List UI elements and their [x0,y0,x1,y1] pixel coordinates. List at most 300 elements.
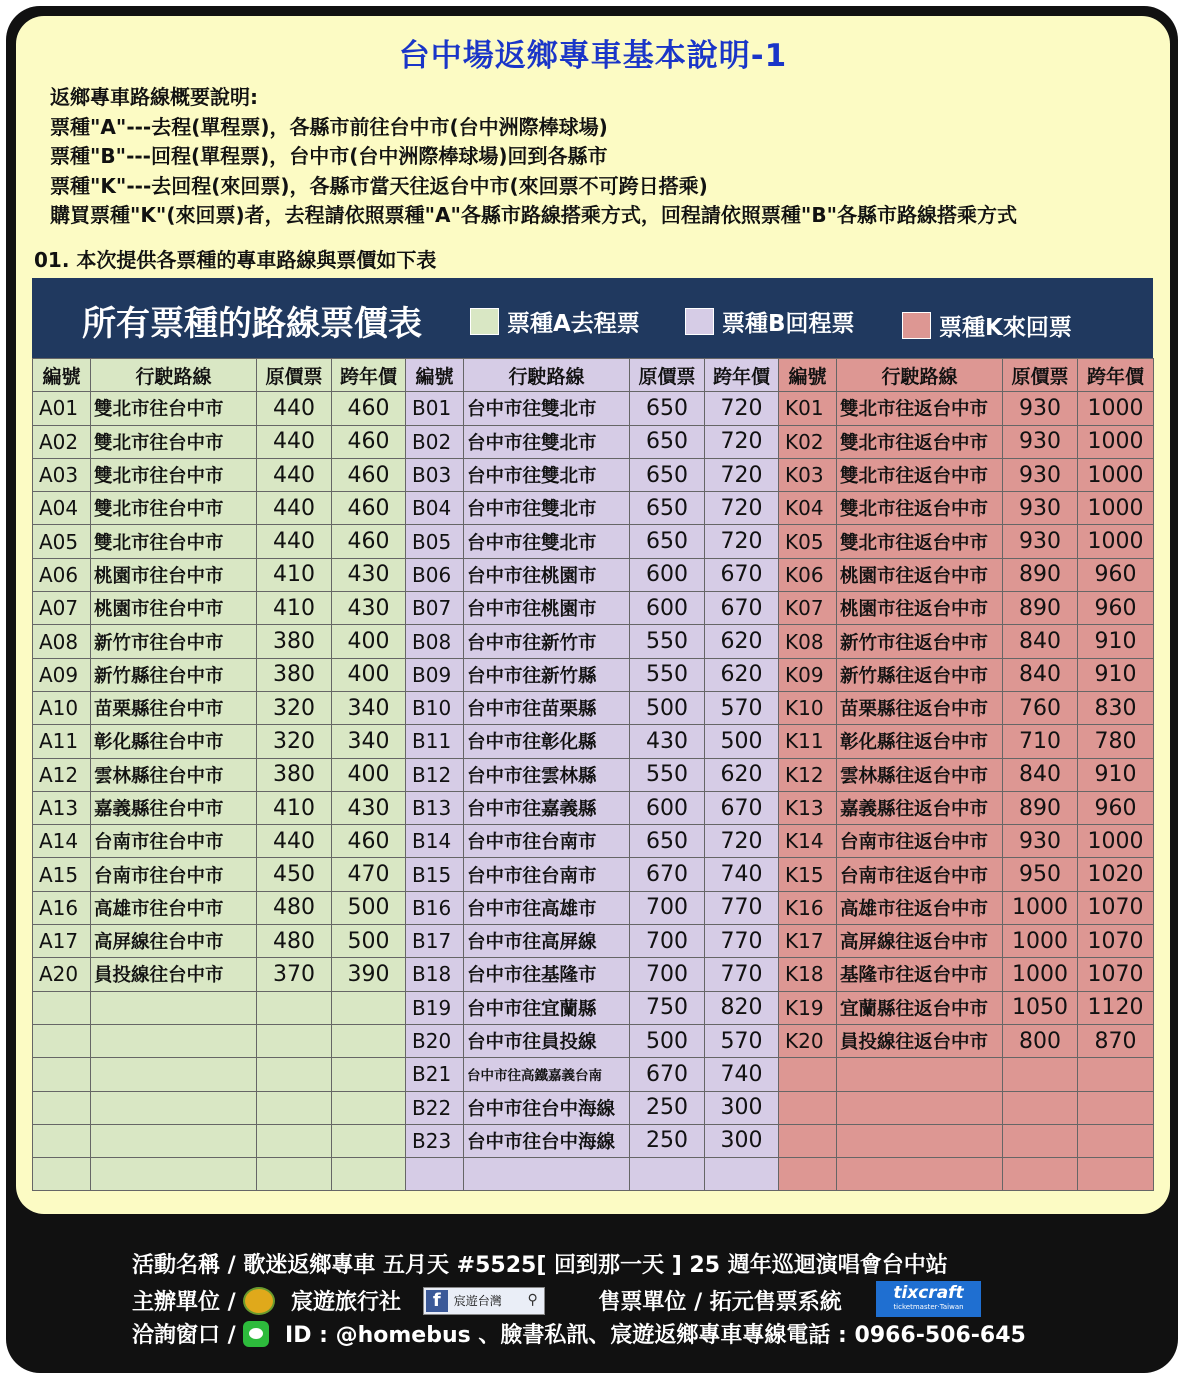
new-year-price: 430 [332,558,406,591]
footer-event: 活動名稱 / 歌迷返鄉專車 五月天 #5525[ 回到那一天 ] 25 週年巡迴演唱會台中站 [132,1253,948,1278]
route-code: A12 [33,758,91,791]
table-row [33,458,406,491]
regular-price: 370 [257,958,332,991]
new-year-price: 340 [332,725,406,758]
empty-cell [33,1024,91,1057]
empty-cell [1078,1091,1154,1124]
route-name: 員投線往返台中市 [837,1024,1003,1057]
regular-price: 650 [630,525,705,558]
route-code: B20 [406,1024,464,1057]
route-name: 台中市往基隆市 [464,958,630,991]
route-name: 台南市往台中市 [91,825,257,858]
new-year-price: 740 [705,1058,779,1091]
route-name: 雙北市往返台中市 [837,525,1003,558]
empty-cell [779,1124,837,1157]
legend-label-b: 票種B回程票 [722,310,855,337]
route-name: 苗栗縣往返台中市 [837,691,1003,724]
regular-price: 440 [257,392,332,425]
regular-price: 500 [630,1024,705,1057]
new-year-price: 720 [705,525,779,558]
new-year-price: 460 [332,392,406,425]
new-year-price: 770 [705,958,779,991]
table-row [33,525,406,558]
legend-swatch-b [685,308,714,335]
regular-price: 480 [257,925,332,958]
empty-row [33,1158,406,1191]
empty-cell [1078,1158,1154,1191]
new-year-price: 1120 [1078,991,1154,1024]
banner-title: 所有票種的路線票價表 [82,304,422,344]
new-year-price: 770 [705,925,779,958]
route-name: 嘉義縣往返台中市 [837,791,1003,824]
table-row [779,991,1154,1024]
route-code: K19 [779,991,837,1024]
route-code: K08 [779,625,837,658]
ticket-table-k [778,358,1154,1191]
route-code: A13 [33,791,91,824]
route-code: B21 [406,1058,464,1091]
table-row [406,658,779,691]
regular-price: 760 [1003,691,1078,724]
table-row [406,392,779,425]
route-code: K18 [779,958,837,991]
regular-price: 890 [1003,791,1078,824]
route-code: B14 [406,825,464,858]
route-name: 桃園市往台中市 [91,558,257,591]
regular-price: 800 [1003,1024,1078,1057]
regular-price: 650 [630,458,705,491]
organizer-label: 主辦單位 / [132,1290,236,1315]
table-row [406,858,779,891]
route-name: 台中市往高屏線 [464,925,630,958]
column-header: 行駛路線 [464,359,630,392]
route-code: B09 [406,658,464,691]
empty-cell [837,1091,1003,1124]
regular-price: 250 [630,1124,705,1157]
legend-item-a [470,306,640,336]
regular-price: 550 [630,758,705,791]
new-year-price: 340 [332,691,406,724]
route-name: 新竹市往返台中市 [837,625,1003,658]
table-row [779,925,1154,958]
regular-price: 450 [257,858,332,891]
regular-price: 890 [1003,558,1078,591]
table-row [406,1124,779,1157]
table-row [33,691,406,724]
table-row [779,891,1154,924]
empty-row [779,1124,1154,1157]
route-code: B23 [406,1124,464,1157]
intro-line: 票種"K"---去回程(來回票)，各縣市當天往返台中市(來回票不可跨日搭乘) [50,173,708,198]
new-year-price: 780 [1078,725,1154,758]
route-code: K20 [779,1024,837,1057]
regular-price: 440 [257,525,332,558]
regular-price: 410 [257,558,332,591]
table-row [406,958,779,991]
regular-price: 440 [257,458,332,491]
new-year-price: 570 [705,1024,779,1057]
new-year-price: 430 [332,791,406,824]
table-row [779,658,1154,691]
route-code: K11 [779,725,837,758]
regular-price: 700 [630,958,705,991]
table-header-row [779,359,1154,392]
route-name: 台中市往苗栗縣 [464,691,630,724]
regular-price: 930 [1003,525,1078,558]
regular-price: 930 [1003,458,1078,491]
new-year-price: 910 [1078,658,1154,691]
table-row [406,458,779,491]
search-icon: ⚲ [527,1291,538,1308]
regular-price: 380 [257,625,332,658]
empty-cell [33,1091,91,1124]
route-name: 雙北市往返台中市 [837,492,1003,525]
empty-cell [332,1091,406,1124]
empty-row [33,1091,406,1124]
table-row [33,658,406,691]
empty-row [33,1124,406,1157]
new-year-price: 470 [332,858,406,891]
empty-cell [257,1158,332,1191]
new-year-price: 830 [1078,691,1154,724]
route-name: 苗栗縣往台中市 [91,691,257,724]
table-row [33,858,406,891]
route-name: 台中市往宜蘭縣 [464,991,630,1024]
route-name: 員投線往台中市 [91,958,257,991]
empty-cell [837,1058,1003,1091]
legend-item-k [902,310,1072,340]
route-name: 台中市往雙北市 [464,458,630,491]
empty-cell [332,1024,406,1057]
route-name: 雲林縣往返台中市 [837,758,1003,791]
footer-organizer-row [132,1285,842,1316]
route-name: 台中市往雙北市 [464,492,630,525]
regular-price: 1000 [1003,958,1078,991]
route-name: 高屏線往返台中市 [837,925,1003,958]
route-code: K07 [779,592,837,625]
empty-cell [464,1158,630,1191]
new-year-price: 1000 [1078,458,1154,491]
route-code: A14 [33,825,91,858]
regular-price: 1000 [1003,891,1078,924]
facebook-icon: f [426,1290,448,1312]
column-header: 原價票 [630,359,705,392]
route-code: A10 [33,691,91,724]
table-row [406,625,779,658]
new-year-price: 820 [705,991,779,1024]
route-code: A07 [33,592,91,625]
regular-price: 410 [257,592,332,625]
regular-price: 650 [630,492,705,525]
route-name: 台中市往台中海線 [464,1124,630,1157]
route-code: K17 [779,925,837,958]
regular-price: 930 [1003,392,1078,425]
column-header: 編號 [779,359,837,392]
table-row [779,858,1154,891]
route-code: K06 [779,558,837,591]
new-year-price: 1020 [1078,858,1154,891]
route-code: K14 [779,825,837,858]
route-code: B01 [406,392,464,425]
new-year-price: 770 [705,891,779,924]
new-year-price: 460 [332,492,406,525]
regular-price: 500 [630,691,705,724]
route-name: 基隆市往返台中市 [837,958,1003,991]
empty-cell [1078,1124,1154,1157]
route-code: A01 [33,392,91,425]
regular-price: 550 [630,625,705,658]
route-code: K16 [779,891,837,924]
table-row [406,1091,779,1124]
route-name: 雲林縣往台中市 [91,758,257,791]
new-year-price: 390 [332,958,406,991]
route-name: 台中市往桃園市 [464,558,630,591]
new-year-price: 620 [705,625,779,658]
table-row [779,592,1154,625]
empty-cell [257,991,332,1024]
route-name: 台中市往員投線 [464,1024,630,1057]
route-code: A05 [33,525,91,558]
route-name: 台南市往台中市 [91,858,257,891]
route-name: 台中市往雙北市 [464,392,630,425]
route-code: K03 [779,458,837,491]
table-row [406,691,779,724]
regular-price: 250 [630,1091,705,1124]
new-year-price: 720 [705,392,779,425]
route-code: A15 [33,858,91,891]
route-code: B17 [406,925,464,958]
intro-line: 返鄉專車路線概要說明: [50,85,258,109]
table-row [33,725,406,758]
new-year-price: 670 [705,592,779,625]
regular-price: 840 [1003,625,1078,658]
new-year-price: 720 [705,825,779,858]
facebook-page-name: 宸遊台灣 [453,1293,502,1308]
route-name: 台中市往新竹市 [464,625,630,658]
table-row [406,758,779,791]
route-name: 雙北市往台中市 [91,425,257,458]
empty-cell [257,1124,332,1157]
route-name: 桃園市往返台中市 [837,558,1003,591]
intro-line: 票種"B"---回程(單程票)，台中市(台中洲際棒球場)回到各縣市 [50,144,608,168]
new-year-price: 1070 [1078,925,1154,958]
table-row [779,458,1154,491]
route-code: K04 [779,492,837,525]
empty-cell [779,1158,837,1191]
new-year-price: 460 [332,458,406,491]
empty-cell [406,1158,464,1191]
section-subheading: 01. 本次提供各票種的專車路線與票價如下表 [34,248,437,272]
empty-cell [1003,1124,1078,1157]
regular-price: 670 [630,1058,705,1091]
new-year-price: 500 [705,725,779,758]
route-code: B02 [406,425,464,458]
regular-price: 840 [1003,658,1078,691]
regular-price: 930 [1003,825,1078,858]
column-header: 跨年價 [1078,359,1154,392]
new-year-price: 460 [332,825,406,858]
legend-swatch-a [470,308,499,335]
table-row [779,958,1154,991]
tixcraft-name: tixcraft [893,1283,964,1303]
route-name: 台中市往高鐵嘉義台南 [464,1058,630,1091]
organizer-name: 宸遊旅行社 [291,1290,402,1315]
facebook-search-bar[interactable] [423,1287,545,1315]
table-row [406,1058,779,1091]
table-header-row [406,359,779,392]
route-name: 嘉義縣往台中市 [91,791,257,824]
route-name: 台南市往返台中市 [837,858,1003,891]
column-header: 跨年價 [332,359,406,392]
column-header: 原價票 [257,359,332,392]
route-code: B04 [406,492,464,525]
route-code: A04 [33,492,91,525]
table-row [406,825,779,858]
table-row [779,758,1154,791]
route-name: 雙北市往返台中市 [837,392,1003,425]
regular-price: 600 [630,558,705,591]
route-name: 台中市往高雄市 [464,891,630,924]
route-name: 台中市往雙北市 [464,425,630,458]
intro-line: 購買票種"K"(來回票)者，去程請依照票種"A"各縣市路線搭乘方式，回程請依照票種"B"各縣市路線搭乘方式 [50,203,1018,227]
route-code: B19 [406,991,464,1024]
regular-price: 750 [630,991,705,1024]
regular-price: 930 [1003,492,1078,525]
route-code: K09 [779,658,837,691]
empty-cell [705,1158,779,1191]
new-year-price: 400 [332,625,406,658]
tour-logo-icon [243,1287,275,1315]
route-code: A09 [33,658,91,691]
empty-row [406,1158,779,1191]
empty-cell [1003,1091,1078,1124]
regular-price: 710 [1003,725,1078,758]
route-name: 高雄市往台中市 [91,891,257,924]
seller-label: 售票單位 / 拓元售票系統 [598,1290,842,1315]
column-header: 編號 [406,359,464,392]
empty-cell [837,1124,1003,1157]
route-code: K12 [779,758,837,791]
route-name: 台中市往雙北市 [464,525,630,558]
footer-contact-row [132,1318,1026,1349]
new-year-price: 720 [705,492,779,525]
empty-row [779,1091,1154,1124]
route-name: 雙北市往台中市 [91,392,257,425]
route-name: 宜蘭縣往返台中市 [837,991,1003,1024]
route-code: B06 [406,558,464,591]
regular-price: 380 [257,658,332,691]
table-row [406,1024,779,1057]
regular-price: 430 [630,725,705,758]
regular-price: 440 [257,825,332,858]
empty-cell [779,1058,837,1091]
line-app-icon [243,1321,269,1347]
route-name: 新竹縣往台中市 [91,658,257,691]
empty-cell [630,1158,705,1191]
table-row [406,791,779,824]
route-name: 雙北市往台中市 [91,492,257,525]
route-name: 高屏線往台中市 [91,925,257,958]
route-name: 雙北市往返台中市 [837,458,1003,491]
regular-price: 700 [630,925,705,958]
route-name: 台中市往新竹縣 [464,658,630,691]
column-header: 原價票 [1003,359,1078,392]
table-row [406,891,779,924]
table-row [33,758,406,791]
table-row [779,691,1154,724]
route-code: B11 [406,725,464,758]
route-name: 雙北市往台中市 [91,525,257,558]
regular-price: 700 [630,891,705,924]
empty-cell [33,1124,91,1157]
new-year-price: 740 [705,858,779,891]
regular-price: 380 [257,758,332,791]
regular-price: 600 [630,791,705,824]
route-code: A20 [33,958,91,991]
new-year-price: 300 [705,1091,779,1124]
table-row [779,525,1154,558]
route-code: K02 [779,425,837,458]
regular-price: 410 [257,791,332,824]
intro-text [50,83,1017,231]
ticket-table-a [32,358,406,1191]
table-row [33,492,406,525]
route-name: 桃園市往返台中市 [837,592,1003,625]
table-row [779,625,1154,658]
regular-price: 950 [1003,858,1078,891]
route-name: 雙北市往台中市 [91,458,257,491]
route-code: A11 [33,725,91,758]
table-row [779,558,1154,591]
tixcraft-logo [876,1281,981,1317]
table-row [406,558,779,591]
empty-cell [257,1024,332,1057]
empty-row [779,1058,1154,1091]
empty-cell [91,1058,257,1091]
new-year-price: 720 [705,425,779,458]
route-code: B05 [406,525,464,558]
empty-cell [91,1024,257,1057]
table-row [406,592,779,625]
table-row [33,958,406,991]
table-banner [32,278,1153,358]
new-year-price: 910 [1078,758,1154,791]
regular-price: 320 [257,691,332,724]
route-code: A08 [33,625,91,658]
route-code: K01 [779,392,837,425]
regular-price: 840 [1003,758,1078,791]
table-row [33,392,406,425]
route-code: B16 [406,891,464,924]
new-year-price: 500 [332,891,406,924]
regular-price: 600 [630,592,705,625]
column-header: 行駛路線 [91,359,257,392]
route-code: B07 [406,592,464,625]
new-year-price: 1000 [1078,392,1154,425]
table-row [779,492,1154,525]
empty-cell [91,1124,257,1157]
new-year-price: 1000 [1078,492,1154,525]
empty-cell [332,1124,406,1157]
table-row [779,1024,1154,1057]
route-name: 高雄市往返台中市 [837,891,1003,924]
table-row [779,725,1154,758]
new-year-price: 460 [332,425,406,458]
regular-price: 650 [630,392,705,425]
new-year-price: 300 [705,1124,779,1157]
regular-price: 480 [257,891,332,924]
empty-cell [837,1158,1003,1191]
